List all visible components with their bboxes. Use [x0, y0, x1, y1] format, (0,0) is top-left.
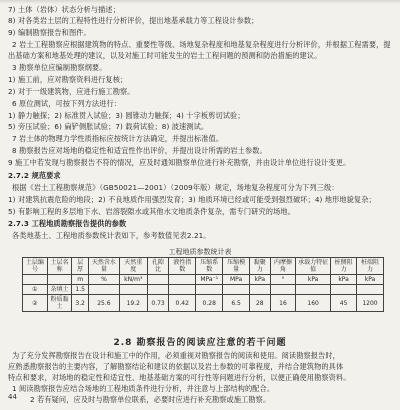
- text-line: 2) 对于一级建筑物，应进行施工勘察。: [8, 87, 135, 96]
- text-line: 9) 编制勘察报告和图件。: [8, 28, 91, 37]
- table-cell: kPa: [249, 275, 270, 285]
- table-cell: [296, 285, 331, 295]
- table-cell: [249, 285, 270, 295]
- table-cell: [331, 285, 357, 295]
- table-cell: [169, 285, 195, 295]
- text-line: 5) 有影响工程的多层地下水、岩溶裂隙水或其他水文地质条件复杂，需专门研究的场地。: [8, 207, 295, 216]
- text-line: 出基础方案和地基处理的建议，以及对施工时可能发生的岩土工程问题的预测和防治措施的建议。: [8, 51, 322, 60]
- table-cell: 黏聚力: [249, 258, 270, 275]
- table-cell: [270, 285, 295, 295]
- table-cell: 孔隙比: [147, 258, 169, 275]
- table-row: [23, 285, 384, 295]
- table-cell: 杂填土: [47, 285, 72, 295]
- text-line: 5) 旁压试验；6) 扁铲侧胀试验；7) 载荷试验；8) 波速测试。: [8, 122, 209, 131]
- table-cell: [47, 275, 72, 285]
- subheading: 2.7.2 规范要求: [8, 171, 61, 180]
- table-cell: [23, 275, 48, 285]
- table-cell: [147, 275, 169, 285]
- table-cell: 层厚: [72, 258, 88, 275]
- table-cell: °: [270, 275, 295, 285]
- text-line: 8 勘察报告应对场地的稳定性和适宜性作出评价，并提出设计所需的岩土参数。: [12, 146, 267, 155]
- text-line: 为了充分发挥勘察报告在设计和施工中的作用，必须重视对勘察报告的阅读和使用。阅读勘察报告时，: [12, 351, 340, 360]
- text-line: 3 勘察单位应编制勘察纲要。: [12, 63, 107, 72]
- table-cell: 28: [249, 295, 270, 312]
- text-line: 1) 对建筑抗震危险的地段；2) 不良地质作用强烈发育；3) 地质环境已经或可能受到强烈破坏；4) 地形地貌复杂；: [8, 195, 376, 204]
- table-cell: kPa: [296, 275, 331, 285]
- section-title: 2.8 勘察报告的阅读应注意的若干问题: [113, 338, 287, 348]
- table-unit-row: [23, 275, 384, 285]
- text-line: 2 若有疑问，应及时与勘察单位联系，必要时应进行补充勘察或施工勘察。: [30, 395, 271, 404]
- table-cell: 桩侧阻力: [331, 258, 357, 275]
- table-cell: [147, 285, 169, 295]
- table-cell: 25.6: [88, 295, 119, 312]
- table-cell: 19.2: [119, 295, 147, 312]
- table-cell: 土层名称: [47, 258, 72, 275]
- table-cell: [356, 285, 383, 295]
- table-cell: 内摩擦角: [270, 258, 295, 275]
- table-row: [23, 295, 384, 312]
- table-cell: 压缩系数: [195, 258, 223, 275]
- text-line: 6 原位测试，可按下列方法进行：: [12, 99, 122, 108]
- text-line: 各类地基土、工程地质参数统计表如下，参考数值见表2.21。: [12, 231, 211, 240]
- text-line: 2 岩土工程勘察应根据建筑物的特点、重要性等级、场地复杂程度和地基复杂程度进行分析评价，并根据工程需要，提: [12, 40, 391, 49]
- table-cell: [195, 285, 223, 295]
- table-cell: 天然重度: [119, 258, 147, 275]
- table-cell: 压缩模量: [223, 258, 249, 275]
- table-cell: 1.5: [72, 285, 88, 295]
- text-line: 1) 施工前，应对勘察资料进行复核；: [8, 75, 128, 84]
- table-cell: [119, 285, 147, 295]
- table-cell: [223, 285, 249, 295]
- table-cell: 液性指数: [169, 258, 195, 275]
- table-header-row: [23, 258, 384, 275]
- table-cell: kN/m³: [119, 275, 147, 285]
- page-number: 44: [8, 393, 17, 401]
- page-edge-shadow: [0, 0, 400, 4]
- table-cell: 天然含水量: [88, 258, 119, 275]
- table-cell: 承载力特征值: [296, 258, 331, 275]
- text-line: 特点和要求，对场地的稳定性和适宜性、地基基础方案的可行性等问题进行分析，以便正确使用勘察资料。: [8, 373, 351, 382]
- text-line: 7) 土体（岩体）状态分析与描述；: [8, 5, 120, 14]
- table-cell: 3.2: [72, 295, 88, 312]
- table-cell: [169, 275, 195, 285]
- table-cell: ①: [23, 285, 48, 295]
- table-cell: MPa⁻¹: [195, 275, 223, 285]
- table-cell: kPa: [356, 275, 383, 285]
- table-cell: 6.5: [223, 295, 249, 312]
- text-line: 1 阅读勘察报告应结合场地的工程地质条件进行分析，并注意与上部结构的配合。: [12, 384, 275, 393]
- table-cell: 土层编号: [23, 258, 48, 275]
- table-cell: 1200: [356, 295, 383, 312]
- table-caption: 工程地质参数统计表: [168, 248, 232, 256]
- subheading: 2.7.3 工程地质勘察报告提供的参数: [8, 219, 127, 228]
- parameter-table: [22, 257, 384, 312]
- table-cell: kPa: [331, 275, 357, 285]
- text-line: 1) 静力触探；2) 标准贯入试验；3) 圆锥动力触探；4) 十字板剪切试验；: [8, 111, 245, 120]
- table-cell: 0.42: [169, 295, 195, 312]
- table-cell: 160: [296, 295, 331, 312]
- text-line: 根据《岩土工程勘察规范》（GB50021—2001）（2009年版）规定，场地复杂程度可分为下列三级：: [12, 183, 339, 192]
- table-cell: 粉质黏土: [47, 295, 72, 312]
- table-cell: 0.73: [147, 295, 169, 312]
- table-cell: ②: [23, 295, 48, 312]
- table-cell: %: [88, 275, 119, 285]
- text-line: 9 施工中若发现与勘察报告不符的情况，应及时通知勘察单位进行补充勘察，并由设计单位进行设计变更。: [8, 158, 351, 167]
- table-cell: 桩端阻力: [356, 258, 383, 275]
- table-cell: 16: [270, 295, 295, 312]
- text-line: 应熟悉勘察报告的主要内容，了解勘察结论和建议的依据以及岩土参数的可靠程度，并结合建筑物的具体: [8, 362, 344, 371]
- table-cell: m: [72, 275, 88, 285]
- table-cell: 0.28: [195, 295, 223, 312]
- text-line: 8) 对各类岩土层的工程特性进行分析评价，提出地基承载力等工程设计参数；: [8, 16, 259, 25]
- table-cell: MPa: [223, 275, 249, 285]
- table-cell: 45: [331, 295, 357, 312]
- text-line: 7 岩土体的物理力学性质指标应按统计方法确定，并提出标准值。: [12, 134, 224, 143]
- table-cell: [88, 285, 119, 295]
